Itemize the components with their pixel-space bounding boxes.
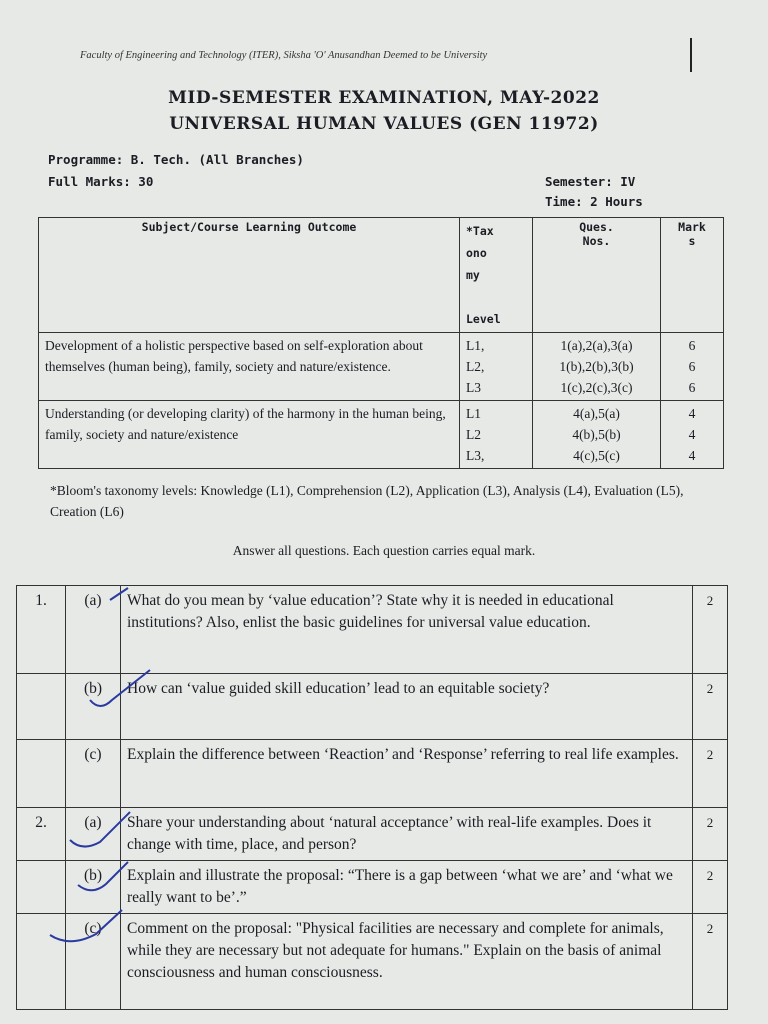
sub-question-label: (b) — [66, 674, 121, 740]
programme: Programme: B. Tech. (All Branches) — [48, 152, 304, 167]
question-text: Explain the difference between ‘Reaction’ and ‘Response’ referring to real life examples. — [121, 740, 693, 808]
question-marks: 2 — [693, 740, 728, 808]
question-number — [17, 861, 66, 914]
question-row — [17, 914, 728, 1010]
question-number — [17, 674, 66, 740]
taxonomy-levels: L1 L2 L3, — [460, 401, 533, 469]
question-text: Share your understanding about ‘natural acceptance’ with real-life examples. Does it change with time, place, and person? — [121, 808, 693, 861]
question-marks: 2 — [693, 914, 728, 1010]
question-text: What do you mean by ‘value education’? State why it is needed in educational institutions? Also, enlist the basic guidelines for universal value education. — [121, 586, 693, 674]
outcome-header: Subject/Course Learning Outcome — [39, 218, 460, 333]
full-marks: Full Marks: 30 — [48, 174, 154, 189]
question-number: 1. — [17, 586, 66, 674]
question-marks: 2 — [693, 674, 728, 740]
question-marks: 2 — [693, 586, 728, 674]
outcome-row — [39, 401, 724, 469]
outcome-row — [39, 333, 724, 401]
question-row — [17, 861, 728, 914]
semester: Semester: IV — [545, 174, 636, 189]
question-numbers: 1(a),2(a),3(a) 1(b),2(b),3(b) 1(c),2(c),3(c) — [533, 333, 661, 401]
questions-header: Ques. Nos. — [533, 218, 661, 333]
question-text: Comment on the proposal: "Physical facilities are necessary and complete for animals, while they are necessary but not adequate for humans." Explain on the basis of animal consciousness and human consciousness. — [121, 914, 693, 1010]
outcome-text: Understanding (or developing clarity) of the harmony in the human being, family, society and nature/existence — [39, 401, 460, 469]
course-title: UNIVERSAL HUMAN VALUES (GEN 11972) — [169, 114, 599, 134]
question-number — [17, 740, 66, 808]
marks-header: Mark s — [661, 218, 724, 333]
sub-question-label: (a) — [66, 586, 121, 674]
question-number: 2. — [17, 808, 66, 861]
sub-question-label: (c) — [66, 740, 121, 808]
question-row — [17, 674, 728, 740]
sub-question-label: (c) — [66, 914, 121, 1010]
marks-values: 4 4 4 — [661, 401, 724, 469]
question-row — [17, 586, 728, 674]
questions-table — [16, 585, 728, 1010]
taxonomy-levels: L1, L2, L3 — [460, 333, 533, 401]
outcome-text: Development of a holistic perspective based on self-exploration about themselves (human being), family, society and nature/existence. — [39, 333, 460, 401]
bloom-taxonomy-note: *Bloom's taxonomy levels: Knowledge (L1), Comprehension (L2), Application (L3), Analysis (L4), Evaluation (L5), Creation (L6) — [50, 483, 684, 519]
question-number — [17, 914, 66, 1010]
question-row — [17, 808, 728, 861]
learning-outcome-table — [38, 217, 724, 469]
sub-question-label: (a) — [66, 808, 121, 861]
institution-line: Faculty of Engineering and Technology (ITER), Siksha 'O' Anusandhan Deemed to be University — [80, 50, 488, 61]
exam-time: Time: 2 Hours — [545, 194, 643, 209]
question-marks: 2 — [693, 808, 728, 861]
sub-question-label: (b) — [66, 861, 121, 914]
exam-title: MID-SEMESTER EXAMINATION, MAY-2022 — [168, 88, 600, 108]
header-divider — [690, 38, 692, 72]
question-text: How can ‘value guided skill education’ lead to an equitable society? — [121, 674, 693, 740]
marks-values: 6 6 6 — [661, 333, 724, 401]
question-row — [17, 740, 728, 808]
question-marks: 2 — [693, 861, 728, 914]
question-numbers: 4(a),5(a) 4(b),5(b) 4(c),5(c) — [533, 401, 661, 469]
instructions: Answer all questions. Each question carries equal mark. — [232, 543, 536, 558]
question-text: Explain and illustrate the proposal: “There is a gap between ‘what we are’ and ‘what we really want to be’.” — [121, 861, 693, 914]
taxonomy-header: *Tax ono my Level — [460, 218, 533, 333]
